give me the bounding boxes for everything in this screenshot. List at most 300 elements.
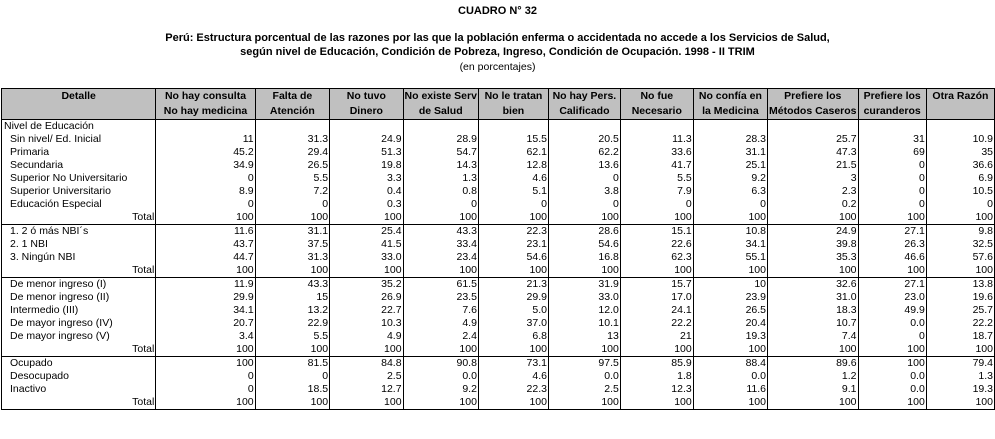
table-cell: 19.6 (926, 291, 994, 304)
table-cell: 24.1 (620, 304, 693, 317)
table-cell: 100 (858, 357, 926, 371)
table-cell: 7.4 (768, 330, 859, 343)
table-cell: 25.4 (330, 225, 403, 239)
table-row (2, 225, 995, 239)
table-cell: 2.4 (403, 330, 478, 343)
table-cell: 0 (858, 330, 926, 343)
table-cell: 69 (858, 146, 926, 159)
table-cell: 10 (693, 278, 767, 292)
table-row (2, 238, 995, 251)
row-label: Desocupado (2, 370, 156, 383)
table-cell: 31.1 (693, 146, 767, 159)
table-cell: 100 (768, 211, 859, 225)
table-cell: 100 (330, 211, 403, 225)
table-cell: 11 (156, 133, 255, 146)
table-cell: 1.2 (768, 370, 859, 383)
table-cell: 22.2 (620, 317, 693, 330)
table-cell: 0 (693, 198, 767, 211)
table-cell: 31.9 (548, 278, 620, 292)
table-cell: 100 (926, 211, 994, 225)
table-cell: 26.5 (693, 304, 767, 317)
table-row (2, 278, 995, 292)
table-cell: 37.0 (478, 317, 548, 330)
table-cell: 100 (403, 264, 478, 278)
table-cell: 10.3 (330, 317, 403, 330)
table-cell: 28.6 (548, 225, 620, 239)
table-cell: 9.8 (926, 225, 994, 239)
table-cell: 46.6 (858, 251, 926, 264)
table-cell: 100 (768, 396, 859, 410)
table-cell: 97.5 (548, 357, 620, 371)
table-cell: 100 (478, 343, 548, 357)
table-row (2, 291, 995, 304)
table-cell: 44.7 (156, 251, 255, 264)
table-cell: 31.0 (768, 291, 859, 304)
table-cell: 100 (156, 211, 255, 225)
table-cell: 31 (858, 133, 926, 146)
table-cell: 0 (548, 172, 620, 185)
table-cell: 0.4 (330, 185, 403, 198)
table-cell: 16.8 (548, 251, 620, 264)
column-header: Detalle (2, 89, 156, 105)
table-cell: 100 (156, 343, 255, 357)
table-cell (330, 120, 403, 134)
table-cell: 100 (330, 396, 403, 410)
table-cell: 28.9 (403, 133, 478, 146)
table-row (2, 317, 995, 330)
table-cell: 14.3 (403, 159, 478, 172)
table-cell: 4.9 (330, 330, 403, 343)
table-cell: 3.8 (548, 185, 620, 198)
column-header: Prefiere los (858, 89, 926, 105)
table-number: CUADRO N° 32 (458, 5, 537, 17)
table-cell: 9.2 (403, 383, 478, 396)
table-cell: 0 (156, 370, 255, 383)
table-cell: 100 (858, 396, 926, 410)
row-label: Ocupado (2, 357, 156, 371)
header-row-1 (2, 89, 995, 105)
table-cell: 100 (548, 211, 620, 225)
table-cell: 100 (478, 211, 548, 225)
table-cell: 15.1 (620, 225, 693, 239)
total-row (2, 396, 995, 410)
table-cell: 13.8 (926, 278, 994, 292)
table-cell: 100 (403, 396, 478, 410)
table-cell: 100 (255, 396, 329, 410)
table-cell: 54.6 (548, 238, 620, 251)
table-cell: 20.7 (156, 317, 255, 330)
table-cell: 100 (403, 211, 478, 225)
table-cell: 19.3 (926, 383, 994, 396)
table-cell: 19.3 (693, 330, 767, 343)
table-row (2, 251, 995, 264)
table-cell: 15 (255, 291, 329, 304)
table-cell: 100 (478, 264, 548, 278)
table-cell (858, 120, 926, 134)
table-cell: 6.3 (693, 185, 767, 198)
table-cell: 41.7 (620, 159, 693, 172)
table-row (2, 357, 995, 371)
table-cell: 25.1 (693, 159, 767, 172)
table-cell (156, 120, 255, 134)
table-cell: 100 (926, 343, 994, 357)
row-label: Total (2, 396, 156, 410)
table-row (2, 304, 995, 317)
table-cell: 22.6 (620, 238, 693, 251)
table-cell: 8.9 (156, 185, 255, 198)
table-cell: 10.9 (926, 133, 994, 146)
table-cell: 13 (548, 330, 620, 343)
table-cell: 79.4 (926, 357, 994, 371)
column-header: de Salud (403, 104, 478, 120)
table-cell: 100 (620, 264, 693, 278)
table-cell: 100 (548, 396, 620, 410)
table-cell: 1.8 (620, 370, 693, 383)
table-cell: 34.9 (156, 159, 255, 172)
table-cell: 26.3 (858, 238, 926, 251)
table-cell: 0.0 (858, 370, 926, 383)
row-label: Total (2, 343, 156, 357)
table-cell: 5.0 (478, 304, 548, 317)
table-cell: 3 (768, 172, 859, 185)
column-header: la Medicina (693, 104, 767, 120)
table-cell: 0 (548, 198, 620, 211)
table-cell: 12.0 (548, 304, 620, 317)
table-cell: 57.6 (926, 251, 994, 264)
table-cell: 7.2 (255, 185, 329, 198)
table-cell: 100 (330, 343, 403, 357)
table-cell: 29.9 (478, 291, 548, 304)
table-cell: 43.3 (403, 225, 478, 239)
table-cell: 55.1 (693, 251, 767, 264)
table-cell: 39.8 (768, 238, 859, 251)
table-title-line-2: según nivel de Educación, Condición de Pobreza, Ingreso, Condición de Ocupación. 1998 - II TRIM (240, 46, 755, 58)
table-cell: 73.1 (478, 357, 548, 371)
table-cell: 100 (548, 264, 620, 278)
column-header: Métodos Caseros (768, 104, 859, 120)
table-cell: 100 (620, 211, 693, 225)
table-cell: 0.3 (330, 198, 403, 211)
table-cell: 31.3 (255, 133, 329, 146)
column-header: curanderos (858, 104, 926, 120)
table-cell: 49.9 (858, 304, 926, 317)
table-cell: 0 (156, 172, 255, 185)
row-label: 3. Ningún NBI (2, 251, 156, 264)
table-cell: 4.6 (478, 370, 548, 383)
table-cell: 4.6 (478, 172, 548, 185)
table-cell (403, 120, 478, 134)
column-header: Necesario (620, 104, 693, 120)
table-cell: 12.8 (478, 159, 548, 172)
table-cell: 6.8 (478, 330, 548, 343)
table-cell: 24.9 (330, 133, 403, 146)
table-cell: 19.8 (330, 159, 403, 172)
table-cell: 31.1 (255, 225, 329, 239)
table-cell: 0.8 (403, 185, 478, 198)
total-row (2, 264, 995, 278)
row-label: Intermedio (III) (2, 304, 156, 317)
table-cell: 100 (620, 343, 693, 357)
table-cell: 1.3 (403, 172, 478, 185)
table-cell: 33.0 (548, 291, 620, 304)
table-cell: 0 (255, 370, 329, 383)
table-cell: 100 (478, 396, 548, 410)
table-cell: 62.1 (478, 146, 548, 159)
table-cell: 11.9 (156, 278, 255, 292)
table-cell: 22.7 (330, 304, 403, 317)
table-cell: 11.6 (156, 225, 255, 239)
table-cell: 2.3 (768, 185, 859, 198)
column-header: Prefiere los (768, 89, 859, 105)
table-cell: 9.2 (693, 172, 767, 185)
table-cell: 100 (768, 264, 859, 278)
table-cell: 43.7 (156, 238, 255, 251)
table-cell: 21.5 (768, 159, 859, 172)
table-cell: 100 (620, 396, 693, 410)
table-cell: 100 (926, 396, 994, 410)
table-cell (693, 120, 767, 134)
table-cell: 18.7 (926, 330, 994, 343)
column-header: bien (478, 104, 548, 120)
table-cell: 100 (156, 396, 255, 410)
row-label: De mayor ingreso (IV) (2, 317, 156, 330)
table-cell: 0 (858, 185, 926, 198)
column-header: Calificado (548, 104, 620, 120)
table-cell: 32.6 (768, 278, 859, 292)
table-cell: 13.2 (255, 304, 329, 317)
table-row (2, 159, 995, 172)
table-cell: 29.9 (156, 291, 255, 304)
table-cell: 12.7 (330, 383, 403, 396)
row-label: De menor ingreso (II) (2, 291, 156, 304)
table-cell: 100 (255, 211, 329, 225)
total-row (2, 211, 995, 225)
table-cell: 5.5 (255, 330, 329, 343)
table-cell: 0.2 (768, 198, 859, 211)
table-cell: 51.3 (330, 146, 403, 159)
table-cell: 100 (693, 343, 767, 357)
table-cell: 0.0 (548, 370, 620, 383)
table-cell: 18.3 (768, 304, 859, 317)
table-cell: 45.2 (156, 146, 255, 159)
table-cell: 35.3 (768, 251, 859, 264)
row-label: De mayor ingreso (V) (2, 330, 156, 343)
table-cell: 0 (858, 159, 926, 172)
table-cell: 0 (858, 198, 926, 211)
table-cell: 100 (858, 343, 926, 357)
column-header: Otra Razón (926, 89, 994, 105)
table-cell: 20.5 (548, 133, 620, 146)
table-cell: 85.9 (620, 357, 693, 371)
table-cell: 0 (926, 198, 994, 211)
column-header: No tuvo (330, 89, 403, 105)
table-cell (548, 120, 620, 134)
table-cell: 84.8 (330, 357, 403, 371)
table-row (2, 330, 995, 343)
table-cell: 100 (768, 343, 859, 357)
table-cell: 33.0 (330, 251, 403, 264)
column-header (2, 104, 156, 120)
table-cell: 88.4 (693, 357, 767, 371)
table-cell: 0.0 (858, 383, 926, 396)
table-cell: 100 (403, 343, 478, 357)
row-label: Nivel de Educación (2, 120, 156, 134)
table-cell: 100 (255, 343, 329, 357)
column-header: No existe Serv (404, 90, 477, 102)
table-cell: 6.9 (926, 172, 994, 185)
table-cell: 22.9 (255, 317, 329, 330)
table-cell: 27.1 (858, 278, 926, 292)
table-cell: 13.6 (548, 159, 620, 172)
table-row (2, 383, 995, 396)
row-label: Total (2, 211, 156, 225)
table-cell: 23.5 (403, 291, 478, 304)
row-label: Sin nivel/ Ed. Inicial (2, 133, 156, 146)
table-cell: 5.1 (478, 185, 548, 198)
table-cell: 10.5 (926, 185, 994, 198)
table-cell: 9.1 (768, 383, 859, 396)
table-cell: 22.3 (478, 383, 548, 396)
row-label: De menor ingreso (I) (2, 278, 156, 292)
row-label: Superior Universitario (2, 185, 156, 198)
table-cell: 37.5 (255, 238, 329, 251)
row-label: Superior No Universitario (2, 172, 156, 185)
table-cell: 33.4 (403, 238, 478, 251)
table-cell: 20.4 (693, 317, 767, 330)
table-cell: 17.0 (620, 291, 693, 304)
table-cell: 12.3 (620, 383, 693, 396)
table-cell: 90.8 (403, 357, 478, 371)
table-cell: 23.1 (478, 238, 548, 251)
table-cell: 26.5 (255, 159, 329, 172)
column-header: Dinero (330, 104, 403, 120)
table-row (2, 133, 995, 146)
table-cell: 0 (478, 198, 548, 211)
table-cell: 10.1 (548, 317, 620, 330)
group-title-row (2, 120, 995, 134)
table-cell: 15.5 (478, 133, 548, 146)
table-cell: 25.7 (926, 304, 994, 317)
column-header: No fue (620, 89, 693, 105)
table-cell: 54.7 (403, 146, 478, 159)
table-cell: 54.6 (478, 251, 548, 264)
table-cell (255, 120, 329, 134)
table-cell: 0.0 (693, 370, 767, 383)
table-cell: 15.7 (620, 278, 693, 292)
table-cell: 100 (156, 357, 255, 371)
table-row (2, 185, 995, 198)
table-cell: 0 (403, 198, 478, 211)
table-cell: 100 (330, 264, 403, 278)
table-cell: 0.0 (858, 317, 926, 330)
table-cell: 25.7 (768, 133, 859, 146)
column-header: No confía en (693, 89, 767, 105)
table-cell: 3.3 (330, 172, 403, 185)
row-label: Secundaria (2, 159, 156, 172)
table-cell: 27.1 (858, 225, 926, 239)
table-cell: 34.1 (693, 238, 767, 251)
total-row (2, 343, 995, 357)
table-cell: 23.0 (858, 291, 926, 304)
table-cell: 41.5 (330, 238, 403, 251)
header-row-2 (2, 104, 995, 120)
column-header: Falta de (255, 89, 329, 105)
table-cell: 24.9 (768, 225, 859, 239)
table-cell: 1.3 (926, 370, 994, 383)
row-label: 1. 2 ó más NBI´s (2, 225, 156, 239)
table-cell: 7.6 (403, 304, 478, 317)
table-cell: 43.3 (255, 278, 329, 292)
table-row (2, 198, 995, 211)
table-cell (620, 120, 693, 134)
table-cell: 0 (858, 172, 926, 185)
table-cell: 100 (693, 211, 767, 225)
table-cell: 0 (156, 198, 255, 211)
table-cell: 10.7 (768, 317, 859, 330)
table-cell: 10.8 (693, 225, 767, 239)
table-cell: 18.5 (255, 383, 329, 396)
table-cell: 0 (255, 198, 329, 211)
table-cell (768, 120, 859, 134)
column-header: No hay medicina (156, 104, 255, 120)
table-cell: 5.5 (620, 172, 693, 185)
table-cell: 100 (548, 343, 620, 357)
table-cell: 11.6 (693, 383, 767, 396)
table-cell (926, 120, 994, 134)
table-row (2, 146, 995, 159)
table-cell: 21 (620, 330, 693, 343)
data-table (1, 88, 995, 410)
table-cell: 2.5 (548, 383, 620, 396)
table-cell: 5.5 (255, 172, 329, 185)
row-label: 2. 1 NBI (2, 238, 156, 251)
table-cell: 28.3 (693, 133, 767, 146)
table-cell: 36.6 (926, 159, 994, 172)
table-cell: 100 (858, 264, 926, 278)
table-cell: 100 (858, 211, 926, 225)
table-cell: 22.2 (926, 317, 994, 330)
column-header (926, 104, 994, 120)
table-cell: 47.3 (768, 146, 859, 159)
table-subtitle: (en porcentajes) (459, 61, 536, 73)
table-cell: 100 (156, 264, 255, 278)
table-cell: 4.9 (403, 317, 478, 330)
column-header: No hay consulta (156, 89, 255, 105)
table-cell: 31.3 (255, 251, 329, 264)
table-cell: 11.3 (620, 133, 693, 146)
table-cell: 33.6 (620, 146, 693, 159)
table-cell: 34.1 (156, 304, 255, 317)
row-label: Total (2, 264, 156, 278)
table-cell: 21.3 (478, 278, 548, 292)
column-header: No hay Pers. (548, 89, 620, 105)
table-cell (478, 120, 548, 134)
table-cell: 26.9 (330, 291, 403, 304)
table-cell: 23.9 (693, 291, 767, 304)
table-cell: 100 (693, 396, 767, 410)
table-cell: 61.5 (403, 278, 478, 292)
table-cell: 100 (693, 264, 767, 278)
table-cell: 35.2 (330, 278, 403, 292)
row-label: Primaria (2, 146, 156, 159)
table-cell: 100 (926, 264, 994, 278)
table-cell: 81.5 (255, 357, 329, 371)
table-cell: 3.4 (156, 330, 255, 343)
table-cell: 32.5 (926, 238, 994, 251)
table-cell: 0.0 (403, 370, 478, 383)
table-cell: 100 (255, 264, 329, 278)
row-label: Inactivo (2, 383, 156, 396)
